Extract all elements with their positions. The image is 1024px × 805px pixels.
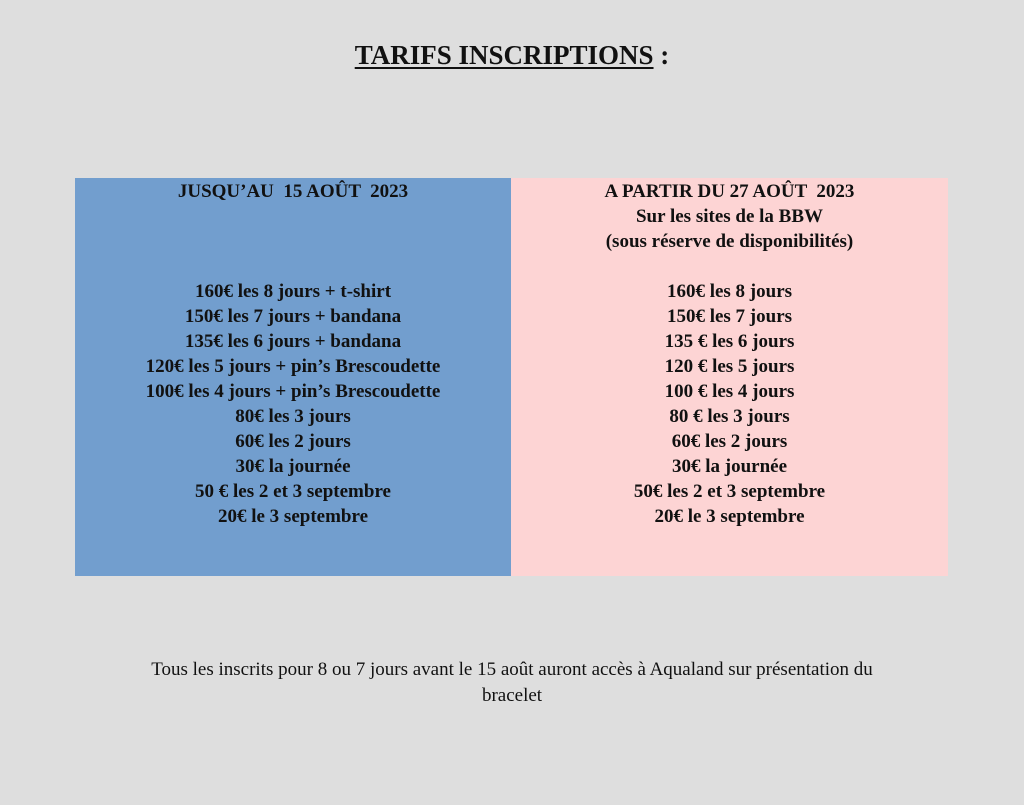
early-price-item: 150€ les 7 jours + bandana bbox=[184, 306, 402, 327]
early-price-item: 20€ le 3 septembre bbox=[217, 506, 369, 527]
aqualand-note-line: bracelet bbox=[481, 685, 543, 706]
early-price-item: 160€ les 8 jours + t-shirt bbox=[194, 281, 392, 302]
early-price-item: 135€ les 6 jours + bandana bbox=[184, 331, 402, 352]
early-price-item: 30€ la journée bbox=[235, 456, 351, 477]
early-price-item: 50 € les 2 et 3 septembre bbox=[195, 481, 391, 502]
late-price-item: 80 € les 3 jours bbox=[669, 406, 790, 427]
late-price-item: 60€ les 2 jours bbox=[671, 431, 788, 452]
page-title bbox=[0, 38, 1024, 72]
early-price-item: 100€ les 4 jours + pin’s Brescoudette bbox=[145, 381, 441, 402]
early-header: JUSQU’AU 15 AOÛT 2023 bbox=[177, 181, 409, 202]
late-subheader-sites: Sur les sites de la BBW bbox=[635, 206, 824, 227]
late-subheader-availability: (sous réserve de disponibilités) bbox=[605, 231, 854, 252]
aqualand-note bbox=[80, 657, 944, 709]
early-header-block bbox=[75, 179, 511, 279]
early-price-list bbox=[75, 279, 511, 529]
aqualand-note-line: Tous les inscrits pour 8 ou 7 jours avant le 15 août auront accès à Aqualand sur présentation du bbox=[151, 659, 873, 680]
late-price-item: 135 € les 6 jours bbox=[664, 331, 795, 352]
late-price-item: 20€ le 3 septembre bbox=[654, 506, 805, 527]
late-price-item: 150€ les 7 jours bbox=[666, 306, 793, 327]
page-title-text: TARIFS INSCRIPTIONS bbox=[354, 40, 654, 70]
late-price-list bbox=[511, 279, 948, 529]
late-header-block bbox=[511, 179, 948, 279]
pricing-table bbox=[75, 178, 948, 576]
late-price-item: 30€ la journée bbox=[671, 456, 788, 477]
late-price-item: 160€ les 8 jours bbox=[666, 281, 793, 302]
pricing-column-late bbox=[511, 178, 948, 576]
early-price-item: 60€ les 2 jours bbox=[235, 431, 351, 452]
late-price-item: 50€ les 2 et 3 septembre bbox=[633, 481, 826, 502]
pricing-column-early bbox=[75, 178, 511, 576]
page-title-colon: : bbox=[653, 40, 670, 70]
late-price-item: 100 € les 4 jours bbox=[664, 381, 795, 402]
late-price-item: 120 € les 5 jours bbox=[664, 356, 795, 377]
late-header: A PARTIR DU 27 AOÛT 2023 bbox=[604, 181, 855, 202]
early-price-item: 120€ les 5 jours + pin’s Brescoudette bbox=[145, 356, 441, 377]
early-price-item: 80€ les 3 jours bbox=[235, 406, 351, 427]
